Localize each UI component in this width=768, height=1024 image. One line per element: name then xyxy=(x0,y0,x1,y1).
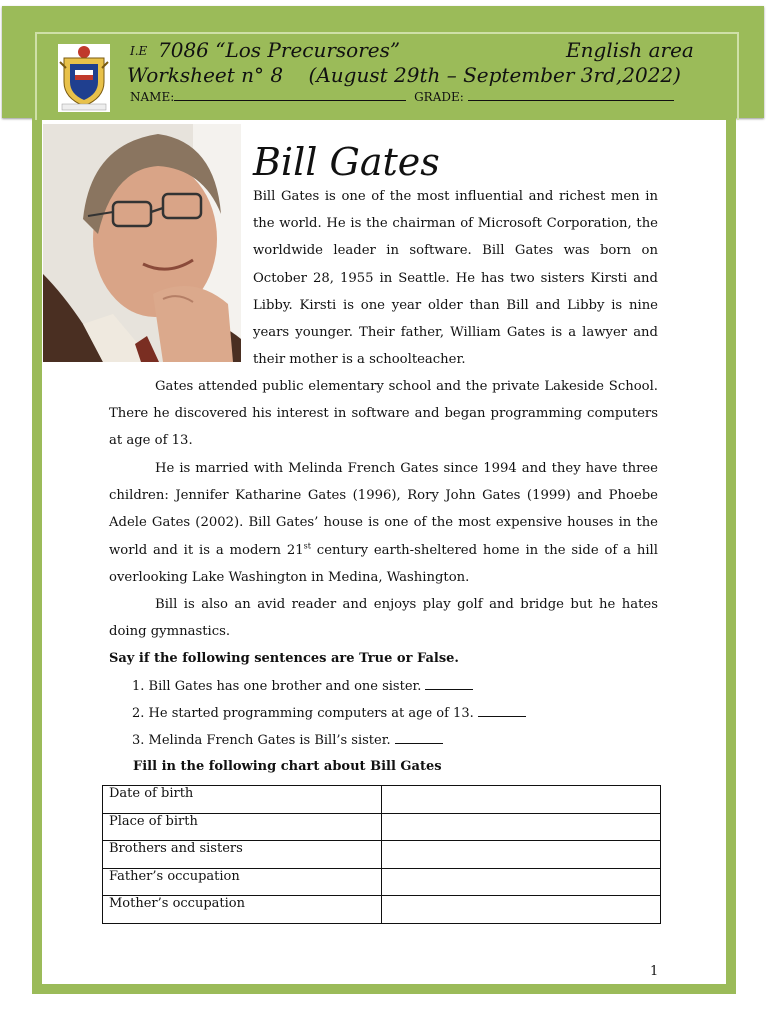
paragraph-family xyxy=(109,455,658,591)
school-crest-logo xyxy=(58,44,110,112)
answer-blank-3[interactable] xyxy=(395,733,443,744)
ordinal-suffix: st xyxy=(303,541,311,551)
paragraph-family-text-a: He is married with Melinda French Gates since 1994 and they have three children: Jennifer Katharine Gates (1996), Rory John Gates (1999) and Phoebe Adele Gates (2002). Bill Gates’ house is one of the most expensive houses in the world and it is a modern 21 xyxy=(109,461,658,558)
name-blank[interactable] xyxy=(174,90,406,101)
article-title: Bill Gates xyxy=(253,140,440,184)
question-1-text: 1. Bill Gates has one brother and one sister. xyxy=(132,679,422,694)
paragraph-hobbies: Bill is also an avid reader and enjoys play golf and bridge but he hates doing gymnastics. xyxy=(109,597,658,640)
subject-area: English area xyxy=(566,38,694,62)
table-row xyxy=(103,896,661,924)
answer-blank-1[interactable] xyxy=(425,679,473,690)
row-label: Brothers and sisters xyxy=(103,841,382,869)
bill-gates-photo xyxy=(43,124,241,362)
paragraph-education: Gates attended public elementary school and the private Lakeside School. There he discovered his interest in software and began programming computers at age of 13. xyxy=(109,379,658,449)
answer-blank-2[interactable] xyxy=(478,706,526,717)
info-chart xyxy=(102,785,661,924)
table-row xyxy=(103,868,661,896)
answer-cell[interactable] xyxy=(382,786,661,814)
question-3 xyxy=(132,733,443,748)
answer-cell[interactable] xyxy=(382,813,661,841)
question-1 xyxy=(132,679,473,694)
chart-instructions: Fill in the following chart about Bill Gates xyxy=(133,759,442,774)
question-2 xyxy=(132,706,526,721)
answer-cell[interactable] xyxy=(382,841,661,869)
name-grade-line xyxy=(130,90,674,104)
question-3-text: 3. Melinda French Gates is Bill’s sister. xyxy=(132,733,391,748)
name-label: NAME: xyxy=(130,90,175,104)
paragraph-family-text-b: century earth-sheltered home in the side of a hill overlooking Lake Washington in Medina, Washington. xyxy=(109,542,658,585)
answer-cell[interactable] xyxy=(382,896,661,924)
paragraph-intro: Bill Gates is one of the most influential and richest men in the world. He is the chairman of Microsoft Corporation, the worldwide leader in software. Bill Gates was born on October 28, 1955 in Seattle. He has two sisters Kirsti and Libby. Kirsti is one year older than Bill and Libby is nine years younger. Their father, William Gates is a lawyer and their mother is a schoolteacher. xyxy=(253,189,658,368)
question-2-text: 2. He started programming computers at age of 13. xyxy=(132,706,474,721)
answer-cell[interactable] xyxy=(382,868,661,896)
ie-label: I.E xyxy=(130,44,148,58)
grade-label: GRADE: xyxy=(414,90,464,104)
grade-blank[interactable] xyxy=(468,90,674,101)
page-number: 1 xyxy=(650,964,659,979)
school-name: 7086 “Los Precursores” xyxy=(158,38,401,62)
row-label: Place of birth xyxy=(103,813,382,841)
table-row xyxy=(103,841,661,869)
row-label: Date of birth xyxy=(103,786,382,814)
true-false-instructions: Say if the following sentences are True or False. xyxy=(109,651,459,666)
worksheet-title: Worksheet n° 8 (August 29th – September 3rd,2022) xyxy=(127,63,681,87)
table-row xyxy=(103,786,661,814)
table-row xyxy=(103,813,661,841)
row-label: Mother’s occupation xyxy=(103,896,382,924)
row-label: Father’s occupation xyxy=(103,868,382,896)
